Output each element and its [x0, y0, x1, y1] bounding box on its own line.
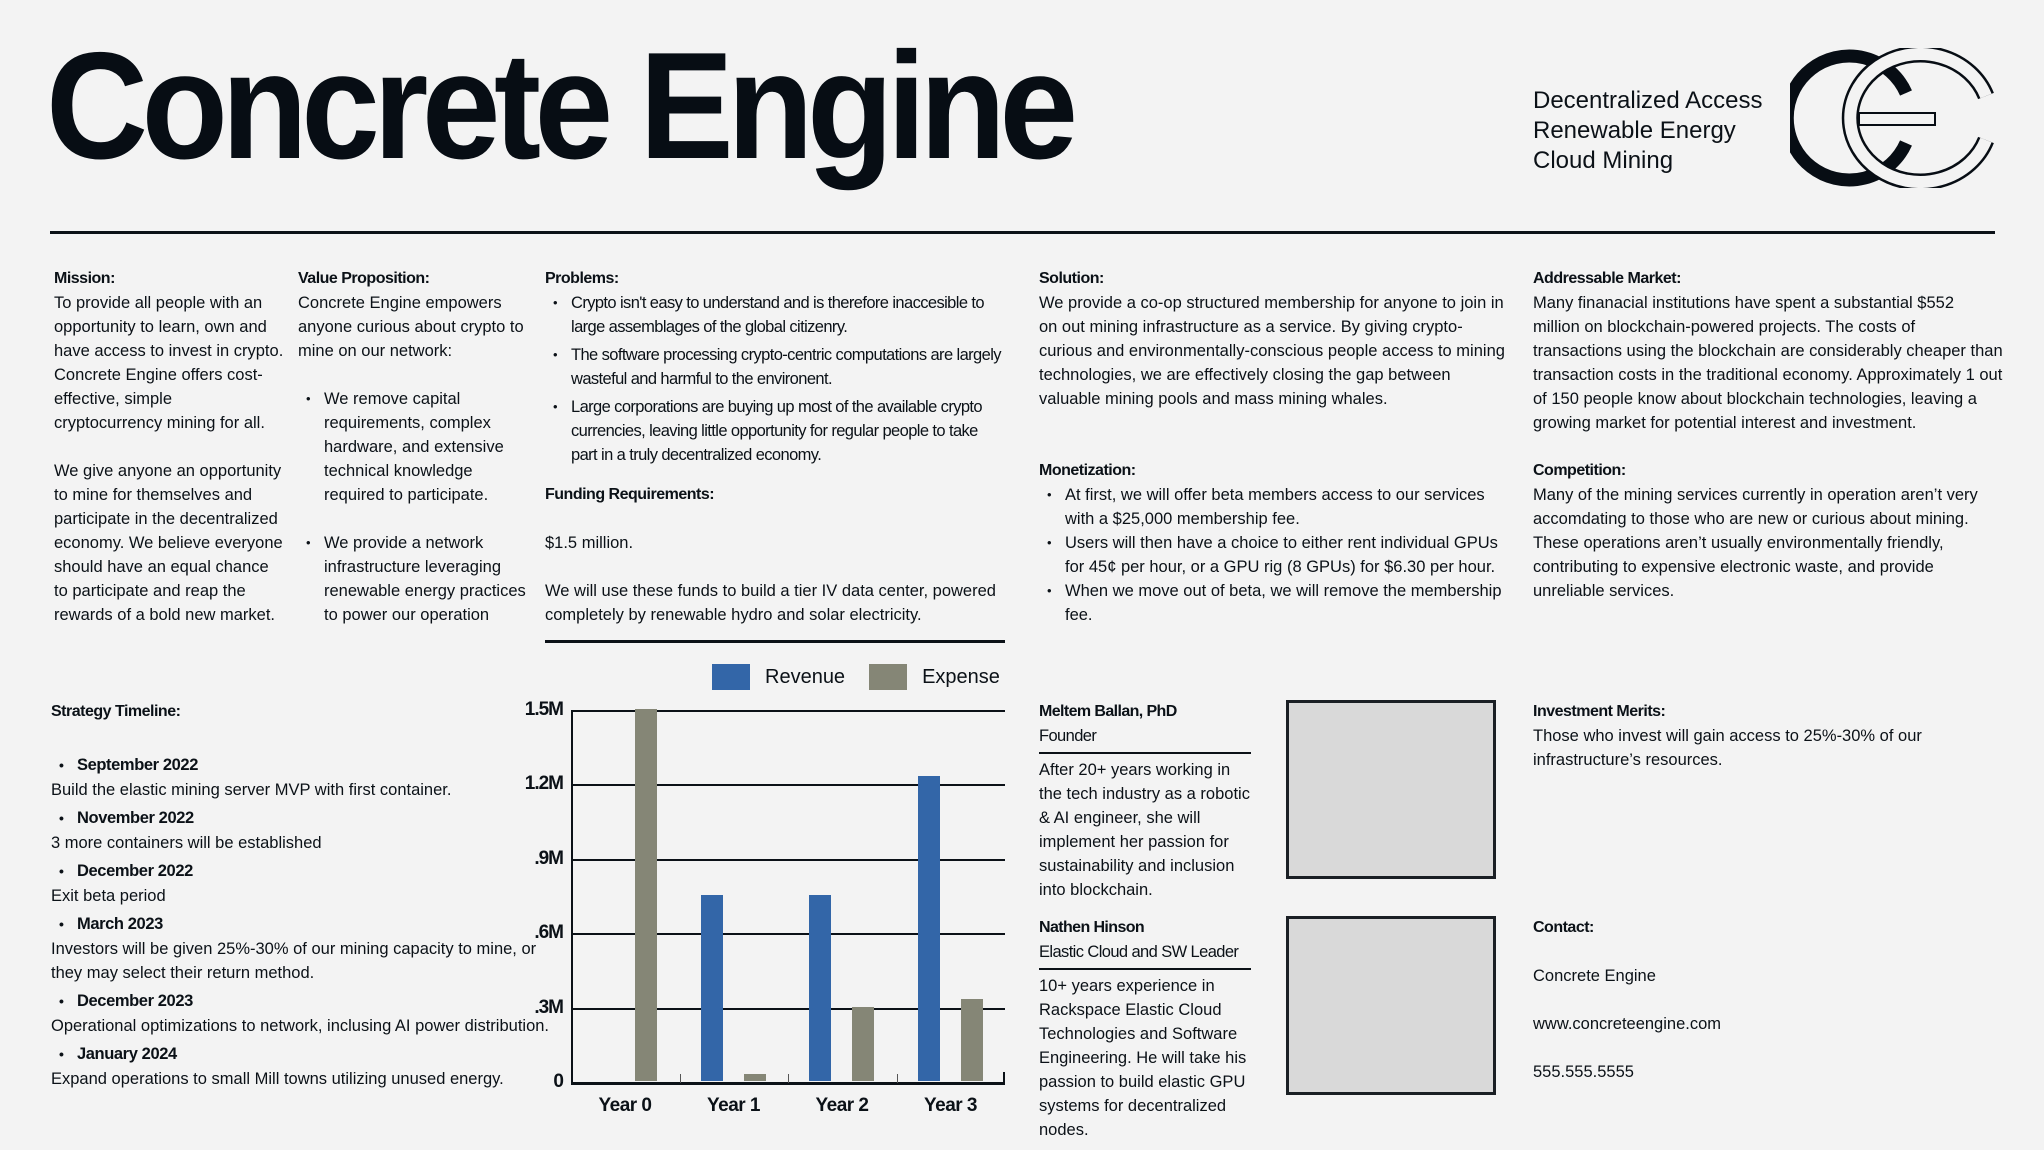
funding-divider — [545, 640, 1005, 643]
team-member-card — [1039, 700, 1251, 902]
bar-expense — [635, 709, 657, 1081]
investment-merits-heading: Investment Merits: — [1533, 703, 1666, 720]
market-heading: Addressable Market: — [1533, 270, 1681, 287]
investment-merits-text: Those who invest will gain access to 25%-30% of our infrastructure’s resources. — [1533, 727, 1922, 769]
page-title: Concrete Engine — [46, 21, 1072, 191]
value-proposition-bullet: • We provide a network infrastructure leveraging renewable energy practices to power our operation — [298, 531, 528, 627]
team-member-name: Nathen Hinson — [1039, 919, 1145, 936]
solution-section — [1039, 267, 1509, 627]
contact-website[interactable]: www.concreteengine.com — [1533, 1015, 1722, 1033]
mission-text: We give anyone an opportunity to mine for themselves and participate in the decentralized economy. We believe everyone should have an equal chance to participate and reap the rewards of a bold new market. — [54, 462, 283, 624]
x-axis-tick-label: Year 1 — [707, 1095, 760, 1116]
team-member-photo-placeholder — [1286, 700, 1496, 879]
market-text: Many finanacial institutions have spent a substantial $552 million on blockchain-powered projects. The costs of transactions using the blockchain are considerably cheaper than transaction costs in the traditional economy. Approximately 1 out of 150 people know about blockchain technologies, leaving a growing market for potential interest and investment. — [1533, 294, 2003, 432]
timeline-item — [51, 805, 551, 855]
solution-heading: Solution: — [1039, 270, 1104, 287]
problem-bullet: • Crypto isn't easy to understand and is therefore inaccesible to large assemblages of the global citizenry. — [545, 291, 1005, 339]
bar-revenue — [701, 895, 723, 1081]
mission-text: To provide all people with an opportunity to learn, own and have access to invest in crypto. Concrete Engine offers cost-effective, simple cryptocurrency mining for all. — [54, 294, 284, 432]
timeline-date: • December 2023 — [51, 988, 551, 1014]
mission-section — [54, 267, 284, 627]
bar-expense — [852, 1007, 874, 1081]
header-divider — [50, 231, 1995, 234]
x-axis-tick-label: Year 0 — [598, 1095, 652, 1116]
timeline-date: • September 2022 — [51, 752, 551, 778]
timeline-date: • March 2023 — [51, 911, 551, 937]
chart-legend — [712, 664, 1024, 690]
timeline-date: • January 2024 — [51, 1041, 551, 1067]
team-member-photo-placeholder — [1286, 916, 1496, 1095]
value-proposition-heading: Value Proposition: — [298, 270, 430, 287]
timeline-item — [51, 1041, 551, 1091]
monetization-bullet: • At first, we will offer beta members access to our services with a $25,000 membership fee. — [1039, 483, 1509, 531]
tagline-line: Cloud Mining — [1533, 147, 1674, 174]
legend-label-revenue: Revenue — [765, 665, 846, 688]
team-member-card — [1039, 916, 1251, 1142]
solution-text: We provide a co-op structured membership for anyone to join in on out mining infrastructure as a service. By giving crypto-curious and environmentally-conscious people access to mining technologies, we are effectively closing the gap between valuable mining pools and mass mining whales. — [1039, 294, 1505, 408]
x-axis-end-tick — [1003, 1072, 1005, 1084]
timeline-item — [51, 988, 551, 1038]
x-axis-tick-label: Year 3 — [924, 1095, 977, 1116]
tagline — [1533, 86, 1762, 176]
y-axis-tick-label: .6M — [534, 922, 563, 944]
legend-label-expense: Expense — [922, 665, 1000, 688]
monetization-bullet: • Users will then have a choice to either rent individual GPUs for 45¢ per hour, or a GPU rig (8 GPUs) for $6.30 per hour. — [1039, 531, 1509, 579]
contact-company: Concrete Engine — [1533, 967, 1656, 985]
legend-swatch-revenue — [712, 664, 750, 690]
problem-bullet: • The software processing crypto-centric computations are largely wasteful and harmful to the environent. — [545, 343, 1005, 391]
timeline-desc: Investors will be given 25%-30% of our mining capacity to mine, or they may select their return method. — [51, 940, 537, 982]
market-section — [1533, 267, 2003, 603]
funding-heading: Funding Requirements: — [545, 486, 715, 503]
investment-merits-section — [1533, 700, 2003, 772]
bar-expense — [961, 999, 983, 1081]
competition-text: Many of the mining services currently in operation aren’t very accomdating to those who are new or curious about mining. These operations aren’t usually environmentally friendly, contributing to expensive electronic waste, and provide unreliable services. — [1533, 486, 1978, 600]
contact-phone: 555.555.5555 — [1533, 1063, 1634, 1081]
tagline-line: Renewable Energy — [1533, 117, 1736, 144]
timeline-item — [51, 858, 551, 908]
timeline-item — [51, 752, 551, 802]
problem-bullet: • Large corporations are buying up most of the available crypto currencies, leaving little opportunity for regular people to take part in a truly decentralized economy. — [545, 395, 1005, 467]
timeline-desc: 3 more containers will be established — [51, 834, 322, 852]
bar-revenue — [809, 895, 831, 1081]
funding-use: We will use these funds to build a tier IV data center, powered completely by renewable hydro and solar electricity. — [545, 582, 996, 624]
x-axis-tick — [897, 1074, 898, 1083]
y-axis — [571, 711, 573, 1084]
timeline-desc: Exit beta period — [51, 887, 166, 905]
team-member-role: Elastic Cloud and SW Leader — [1039, 940, 1251, 970]
timeline-item — [51, 911, 551, 985]
bar-revenue — [918, 776, 940, 1081]
competition-heading: Competition: — [1533, 462, 1626, 479]
timeline-desc: Build the elastic mining server MVP with first container. — [51, 781, 452, 799]
timeline-desc: Operational optimizations to network, inclusing AI power distribution. — [51, 1017, 550, 1035]
revenue-expense-chart — [500, 650, 1020, 1130]
ce-monogram-logo-icon — [1790, 48, 1996, 188]
legend-swatch-expense — [869, 664, 907, 690]
bar-expense — [744, 1074, 766, 1081]
contact-section — [1533, 916, 2003, 1108]
problems-section — [545, 267, 1005, 627]
timeline-heading: Strategy Timeline: — [51, 703, 181, 720]
monetization-heading: Monetization: — [1039, 462, 1136, 479]
timeline-date: • November 2022 — [51, 805, 551, 831]
team-member-bio: 10+ years experience in Rackspace Elastic Cloud Technologies and Software Engineering. He will take his passion to build elastic GPU systems for decentralized nodes. — [1039, 977, 1247, 1139]
x-axis-tick-label: Year 2 — [815, 1095, 869, 1116]
problems-heading: Problems: — [545, 270, 619, 287]
team-member-name: Meltem Ballan, PhD — [1039, 703, 1177, 720]
y-axis-tick-label: .9M — [534, 847, 563, 869]
tagline-line: Decentralized Access — [1533, 87, 1763, 114]
team-member-bio: After 20+ years working in the tech industry as a robotic & AI engineer, she will implement her passion for sustainability and inclusion into blockchain. — [1039, 761, 1250, 899]
y-axis-tick-label: .3M — [534, 996, 563, 1018]
contact-heading: Contact: — [1533, 919, 1594, 936]
y-axis-tick-label: 0 — [553, 1071, 563, 1092]
y-axis-tick-label: 1.2M — [524, 773, 563, 795]
timeline-section — [51, 700, 551, 1094]
x-axis-tick — [788, 1074, 789, 1083]
y-axis-tick-label: 1.5M — [524, 699, 563, 720]
value-proposition-section — [298, 267, 528, 627]
value-proposition-intro: Concrete Engine empowers anyone curious about crypto to mine on our network: — [298, 294, 524, 360]
team-member-role: Founder — [1039, 724, 1251, 754]
x-axis-tick — [680, 1074, 681, 1083]
timeline-desc: Expand operations to small Mill towns utilizing unused energy. — [51, 1070, 504, 1088]
chart-plot-area — [524, 699, 1005, 1092]
timeline-date: • December 2022 — [51, 858, 551, 884]
mission-heading: Mission: — [54, 270, 115, 287]
value-proposition-bullet: • We remove capital requirements, complex hardware, and extensive technical knowledge required to participate. — [298, 387, 528, 507]
monetization-bullet: • When we move out of beta, we will remove the membership fee. — [1039, 579, 1509, 627]
funding-amount: $1.5 million. — [545, 534, 634, 552]
